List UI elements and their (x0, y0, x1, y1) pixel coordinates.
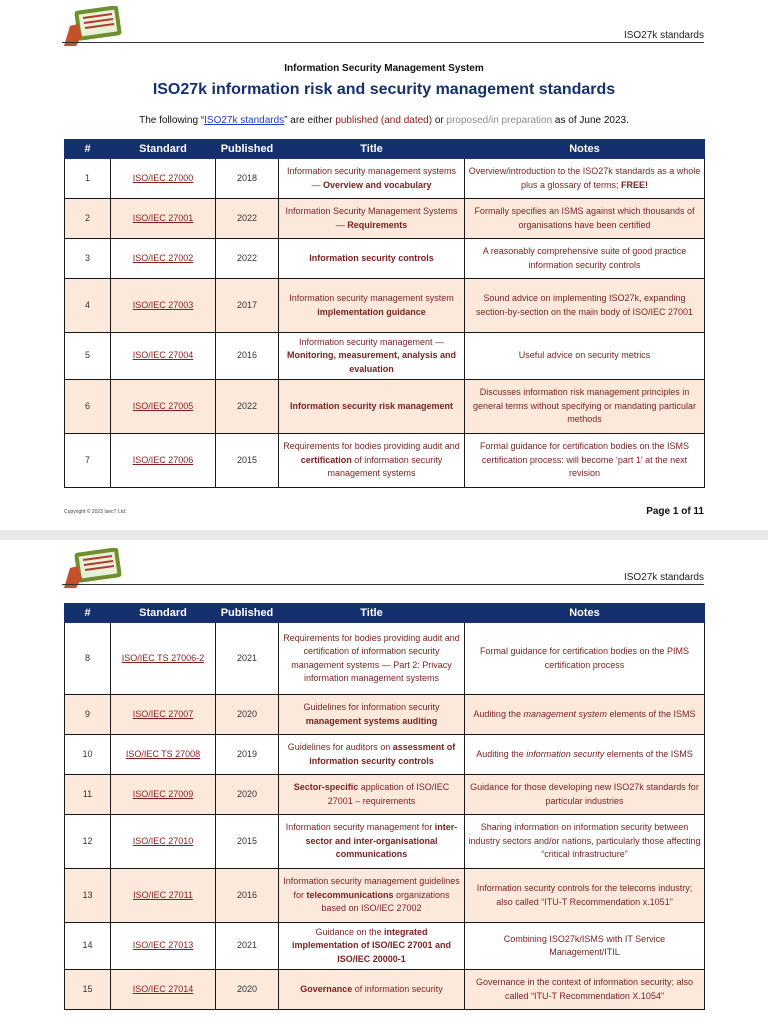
published-year: 2022 (216, 239, 279, 279)
standard-notes (465, 869, 705, 923)
col-header-published: Published (216, 140, 279, 159)
row-number: 2 (65, 199, 111, 239)
rows_page2.2.notes-segment: information security (526, 748, 605, 759)
row-number: 5 (65, 333, 111, 380)
standard-notes (465, 815, 705, 869)
published-year: 2020 (216, 970, 279, 1010)
standard-link[interactable]: ISO/IEC 27014 (111, 970, 216, 1010)
standard-notes (465, 970, 705, 1010)
rows_page1.6.title-segment: of information security management systems (327, 454, 443, 479)
standard-notes (465, 380, 705, 434)
standard-title (279, 775, 465, 815)
row-number: 15 (65, 970, 111, 1010)
published-year: 2015 (216, 815, 279, 869)
standard-link[interactable]: ISO/IEC 27007 (111, 695, 216, 735)
rows_page2.3.title-segment: application of ISO/IEC 27001 – requirements (327, 782, 450, 806)
rows_page1.1.title-segment: Information Security Management Systems — (285, 206, 458, 230)
row-number: 12 (65, 815, 111, 869)
intro-suffix: as of June 2023. (552, 115, 629, 126)
standard-link[interactable]: ISO/IEC TS 27008 (111, 735, 216, 775)
rows_page2.7.notes-segment: Governance in the context of information security; also called “ITU-T Recommendation X.1054” (475, 977, 694, 1001)
intro-proposed: proposed/in preparation (446, 115, 553, 126)
published-year: 2020 (216, 695, 279, 735)
rows_page1.0.notes-segment: Overview/introduction to the ISO27k standards as a whole plus a glossary of terms; (468, 166, 701, 190)
rows_page1.1.title-segment: Requirements (347, 219, 408, 230)
standard-title (279, 199, 465, 239)
standard-title (279, 239, 465, 279)
standard-title (279, 434, 465, 488)
standard-link[interactable]: ISO/IEC 27001 (111, 199, 216, 239)
published-year: 2020 (216, 775, 279, 815)
rows_page2.5.title-segment: organizations based on ISO/IEC 27002 (321, 889, 450, 914)
document-page-2 (0, 540, 768, 1024)
table-row (65, 239, 705, 279)
rows_page1.0.title-segment: Overview and vocabulary (322, 179, 432, 190)
table-row (65, 970, 705, 1010)
rows_page2.0.notes-segment: Formal guidance for certification bodies on the PIMS certification process (479, 646, 690, 670)
standard-title (279, 279, 465, 333)
rows_page2.4.title-segment: Information security management for (285, 822, 435, 833)
standard-link[interactable]: ISO/IEC 27000 (111, 159, 216, 199)
table-row (65, 199, 705, 239)
standard-title (279, 869, 465, 923)
published-year: 2022 (216, 380, 279, 434)
rows_page2.1.notes-segment: elements of the ISMS (607, 708, 696, 719)
standard-notes (465, 434, 705, 488)
rows_page2.2.title-segment: assessment of information security controls (309, 742, 456, 766)
rows_page2.2.notes-segment: elements of the ISMS (604, 748, 693, 759)
published-year: 2021 (216, 923, 279, 970)
col-header-title: Title (279, 140, 465, 159)
standard-title (279, 923, 465, 970)
table-row (65, 815, 705, 869)
header-label: ISO27k standards (623, 30, 704, 41)
intro-published: published (and dated) (335, 115, 433, 126)
rows_page2.4.notes-segment: Sharing information on information security between industry sectors and/or nations, particularly those affecting “critical infrastructure” (468, 822, 701, 860)
document-title: ISO27k information risk and security management standards (152, 81, 616, 98)
standard-link[interactable]: ISO/IEC 27010 (111, 815, 216, 869)
table-row (65, 923, 705, 970)
rows_page2.7.title-segment: Governance (300, 983, 353, 994)
rows_page1.5.notes-segment: Discusses information risk management principles in general terms without specifying or mandating particular methods (472, 387, 697, 425)
published-year: 2018 (216, 159, 279, 199)
row-number: 13 (65, 869, 111, 923)
document-subtitle: Information Security Management System (284, 63, 484, 74)
iso27k-standards-link[interactable]: ISO27k standards (204, 115, 285, 126)
rows_page2.1.title-segment: management systems auditing (305, 715, 438, 726)
header-label: ISO27k standards (623, 572, 704, 583)
standard-title (279, 159, 465, 199)
rows_page2.4.title-segment: inter-sector and inter-organisational communications (305, 822, 458, 860)
table-row (65, 869, 705, 923)
rows_page2.1.title-segment: Guidelines for information security (303, 702, 440, 713)
published-year: 2019 (216, 735, 279, 775)
rows_page1.3.notes-segment: Sound advice on implementing ISO27k, expanding section-by-section on the main body of ISO/IEC 27001 (475, 293, 694, 317)
standard-link[interactable]: ISO/IEC 27002 (111, 239, 216, 279)
row-number: 8 (65, 623, 111, 695)
published-year: 2021 (216, 623, 279, 695)
standard-title (279, 970, 465, 1010)
rows_page1.4.title-segment: Information security management — (298, 336, 445, 347)
rows_page2.6.title-segment: Guidance on the (315, 926, 385, 937)
row-number: 11 (65, 775, 111, 815)
table-row (65, 159, 705, 199)
intro-line (0, 115, 768, 126)
table-body-page-1 (65, 159, 705, 488)
col-header-number: # (65, 140, 111, 159)
published-year: 2022 (216, 199, 279, 239)
rows_page2.5.title-segment: telecommunications (306, 889, 394, 900)
intro-middle: ” are either (284, 115, 336, 126)
intro-prefix: The following “ (139, 115, 205, 126)
row-number: 6 (65, 380, 111, 434)
row-number: 4 (65, 279, 111, 333)
table-row (65, 735, 705, 775)
standard-link[interactable]: ISO/IEC 27009 (111, 775, 216, 815)
rows_page1.6.notes-segment: Formal guidance for certification bodies on the ISMS certification process: will become ‘part 1’ at the next revision (479, 441, 690, 479)
standard-title (279, 623, 465, 695)
rows_page1.0.notes-segment: FREE! (621, 179, 649, 190)
col-header-number: # (65, 604, 111, 623)
table-row (65, 333, 705, 380)
rows_page1.4.title-segment: Monitoring, measurement, analysis and evaluation (286, 350, 457, 374)
table-row (65, 695, 705, 735)
standard-link[interactable]: ISO/IEC TS 27006-2 (111, 623, 216, 695)
row-number: 14 (65, 923, 111, 970)
row-number: 1 (65, 159, 111, 199)
rows_page2.2.notes-segment: Auditing the (476, 748, 527, 759)
standard-title (279, 695, 465, 735)
rows_page1.1.notes-segment: Formally specifies an ISMS against which thousands of organisations have been certified (474, 206, 695, 230)
standards-table-page-1 (64, 139, 705, 488)
rows_page2.0.title-segment: Requirements for bodies providing audit and certification of information security management systems — Part 2: Privacy information management systems (283, 632, 460, 683)
rows_page1.6.title-segment: certification (300, 454, 352, 465)
table-row (65, 380, 705, 434)
rows_page2.5.notes-segment: Information security controls for the telecoms industry; also called “ITU-T Recommendation x.1051” (476, 883, 693, 907)
rows_page1.3.title-segment: Information security management system (289, 293, 454, 304)
standard-link[interactable]: ISO/IEC 27004 (111, 333, 216, 380)
table-header-row (65, 604, 705, 623)
rows_page2.2.title-segment: Guidelines for auditors on (287, 742, 393, 753)
rows_page1.3.title-segment: implementation guidance (317, 306, 426, 317)
standard-notes (465, 775, 705, 815)
col-header-standard: Standard (111, 140, 216, 159)
standard-notes (465, 735, 705, 775)
table-row (65, 775, 705, 815)
page-number: Page 1 of 11 (646, 506, 704, 517)
published-year: 2016 (216, 333, 279, 380)
standard-link[interactable]: ISO/IEC 27011 (111, 869, 216, 923)
rows_page1.2.title-segment: Information security controls (309, 252, 434, 263)
intro-or: or (432, 115, 447, 126)
standard-notes (465, 199, 705, 239)
standard-notes (465, 923, 705, 970)
standard-notes (465, 239, 705, 279)
rows_page2.1.notes-segment: Auditing the (473, 708, 524, 719)
rows_page2.1.notes-segment: management system (523, 708, 608, 719)
table-row (65, 434, 705, 488)
standard-title (279, 333, 465, 380)
table-row (65, 279, 705, 333)
standard-link[interactable]: ISO/IEC 27005 (111, 380, 216, 434)
rows_page1.5.title-segment: Information security risk management (289, 400, 454, 411)
rows_page2.6.title-segment: integrated implementation of ISO/IEC 27001 and ISO/IEC 20000-1 (291, 926, 452, 964)
col-header-published: Published (216, 604, 279, 623)
standard-notes (465, 333, 705, 380)
standard-title (279, 735, 465, 775)
rows_page1.6.title-segment: Requirements for bodies providing audit and (283, 441, 460, 452)
row-number: 7 (65, 434, 111, 488)
rows_page2.3.notes-segment: Guidance for those developing new ISO27k standards for particular industries (470, 782, 699, 806)
standard-notes (465, 279, 705, 333)
standard-notes (465, 695, 705, 735)
row-number: 3 (65, 239, 111, 279)
copyright-notice: Copyright © 2023 IsecT Ltd. (64, 509, 127, 515)
standard-notes (465, 159, 705, 199)
rows_page2.7.title-segment: of information security (352, 983, 443, 994)
row-number: 9 (65, 695, 111, 735)
standard-link[interactable]: ISO/IEC 27003 (111, 279, 216, 333)
header-rule (62, 584, 704, 585)
standard-link[interactable]: ISO/IEC 27006 (111, 434, 216, 488)
rows_page1.4.notes-segment: Useful advice on security metrics (518, 350, 651, 361)
col-header-title: Title (279, 604, 465, 623)
standard-notes (465, 623, 705, 695)
published-year: 2016 (216, 869, 279, 923)
table-body-page-2 (65, 623, 705, 1010)
published-year: 2017 (216, 279, 279, 333)
rows_page2.5.title-segment: Information security management guidelines for (283, 876, 460, 900)
rows_page2.3.title-segment: Sector-specific (293, 782, 359, 793)
col-header-notes: Notes (465, 604, 705, 623)
rows_page1.0.title-segment: Information security management systems — (286, 166, 457, 190)
header-rule (62, 42, 704, 43)
standard-title (279, 815, 465, 869)
table-row (65, 623, 705, 695)
table-header-row (65, 140, 705, 159)
standard-link[interactable]: ISO/IEC 27013 (111, 923, 216, 970)
col-header-standard: Standard (111, 604, 216, 623)
standards-table-page-2 (64, 603, 705, 1010)
rows_page1.2.notes-segment: A reasonably comprehensive suite of good practice information security controls (482, 246, 687, 270)
standard-title (279, 380, 465, 434)
row-number: 10 (65, 735, 111, 775)
rows_page2.6.notes-segment: Combining ISO27k/ISMS with IT Service Management/ITIL (503, 933, 666, 957)
col-header-notes: Notes (465, 140, 705, 159)
published-year: 2015 (216, 434, 279, 488)
